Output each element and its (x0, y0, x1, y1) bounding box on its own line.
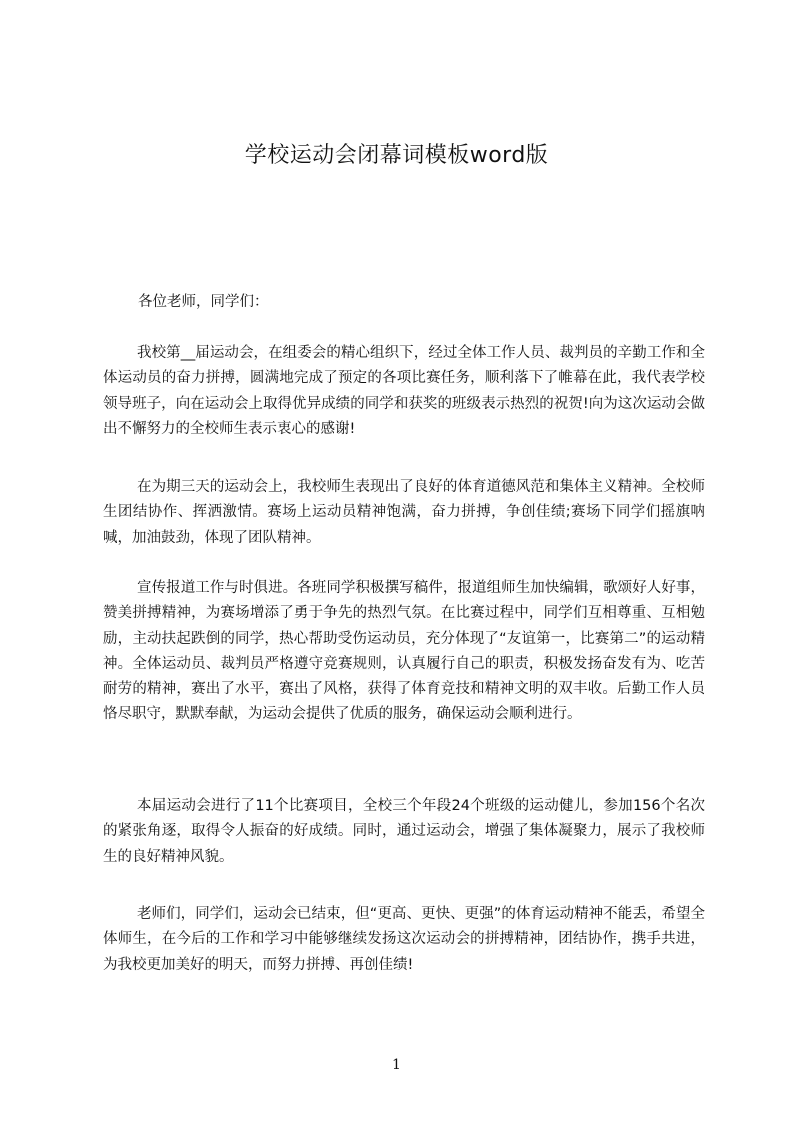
paragraph-closing: 老师们，同学们，运动会已结束，但“更高、更快、更强”的体育运动精神不能丢，希望全体师生，在今后的工作和学习中能够继续发扬这次运动会的拼搏精神，团结协作，携手共进，为我校更加美好的明天，而努力拼搏、再创佳绩! (103, 906, 705, 973)
salutation: 各位老师，同学们： (138, 294, 269, 310)
paragraph-results: 本届运动会进行了11个比赛项目，全校三个年段24个班级的运动健儿，参加156个名次的紧张角逐，取得令人振奋的好成绩。同时，通过运动会，增强了集体凝聚力，展示了我校师生的良好精神风貌。 (103, 798, 705, 865)
paragraph-opening: 我校第__届运动会，在组委会的精心组织下，经过全体工作人员、裁判员的辛勤工作和全体运动员的奋力拼搏，圆满地完成了预定的各项比赛任务，顺利落下了帷幕在此，我代表学校领导班子，向在运动会上取得优异成绩的同学和获奖的班级表示热烈的祝贺!向为这次运动会做出不懈努力的全校师生表示衷心的感谢! (103, 345, 705, 437)
page-number: 1 (392, 1057, 401, 1073)
paragraph-publicity: 宣传报道工作与时俱进。各班同学积极撰写稿件，报道组师生加快编辑，歌颂好人好事，赞美拼搏精神，为赛场增添了勇于争先的热烈气氛。在比赛过程中，同学们互相尊重、互相勉励，主动扶起跌倒的同学，热心帮助受伤运动员，充分体现了“友谊第一，比赛第二”的运动精神。全体运动员、裁判员严格遵守竞赛规则，认真履行自己的职责，积极发扬奋发有为、吃苦耐劳的精神，赛出了水平，赛出了风格，获得了体育竞技和精神文明的双丰收。后勤工作人员恪尽职守，默默奉献，为运动会提供了优质的服务，确保运动会顺利进行。 (103, 580, 705, 723)
document-title: 学校运动会闭幕词模板word版 (244, 143, 549, 168)
paragraph-spirit: 在为期三天的运动会上，我校师生表现出了良好的体育道德风范和集体主义精神。全校师生团结协作、挥洒激情。赛场上运动员精神饱满，奋力拼搏，争创佳绩;赛场下同学们摇旗呐喊，加油鼓劲，体现了团队精神。 (103, 479, 705, 546)
